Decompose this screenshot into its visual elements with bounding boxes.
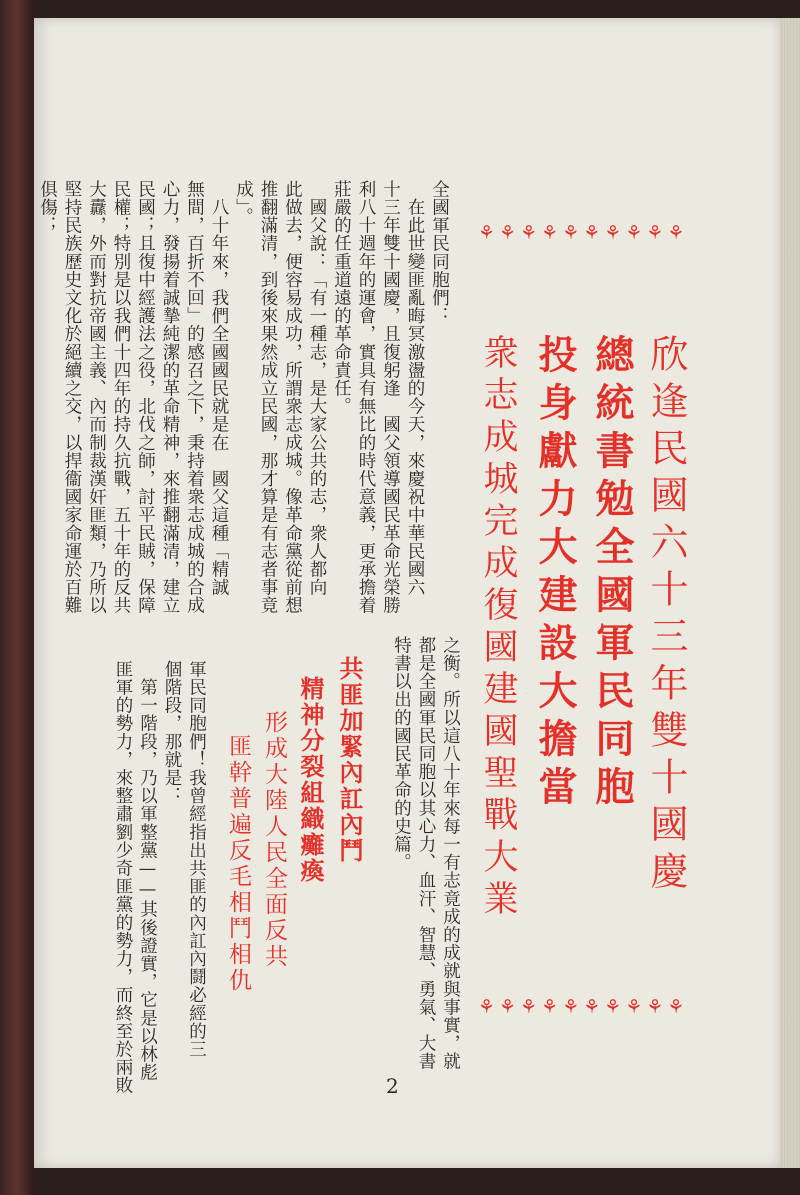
text-column: 全國軍民同胞們： xyxy=(429,180,450,325)
flower-ornament-icon: ⚘ xyxy=(646,222,664,244)
text-column: 民權；特別是以我們十四年的持久抗戰，五十年的反共 xyxy=(111,180,131,615)
flower-ornament-icon: ⚘ xyxy=(667,996,685,1018)
text-column: 成」。 xyxy=(233,180,254,226)
page-stack-edge xyxy=(780,18,800,1168)
ornament-row-bottom xyxy=(478,996,684,1018)
title-line-1: 欣逢民國六十三年雙十國慶 xyxy=(644,334,688,898)
text-column: 利八十週年的運會，實具有無比的時代意義，更承擔着 xyxy=(356,180,376,615)
text-column: 匪軍的勢力，來整肅劉少奇匪黨的勢力，而終至於兩敗 xyxy=(113,660,133,1095)
text-column: 之衡。所以這八十年來每一有志竟成的成就與事實，就 xyxy=(440,636,461,1071)
text-column: 心力，發揚着誠摯純潔的革命精神，來推翻滿清，建立 xyxy=(160,180,180,615)
flower-ornament-icon: ⚘ xyxy=(499,222,517,244)
text-column: 八十年來，我們全國國民就是在 國父這種「精誠 xyxy=(209,180,229,597)
text-column: 第一階段，乃以軍整黨——其後證實，它是以林彪 xyxy=(137,660,158,1082)
text-column: 俱傷； xyxy=(37,180,58,235)
flower-ornament-icon: ⚘ xyxy=(520,222,538,244)
text-column: 大纛，外而對抗帝國主義、內而制裁漢奸匪類，乃所以 xyxy=(86,180,107,615)
flower-ornament-icon: ⚘ xyxy=(520,996,538,1018)
text-column: 國父說：「有一種志，是大家公共的志，衆人都向 xyxy=(307,180,327,597)
flower-ornament-icon: ⚘ xyxy=(646,996,664,1018)
flower-ornament-icon: ⚘ xyxy=(604,996,622,1018)
flower-ornament-icon: ⚘ xyxy=(583,996,601,1018)
flower-ornament-icon: ⚘ xyxy=(562,996,580,1018)
title-line-4: 衆志成城完成復國建國聖戰大業 xyxy=(478,334,518,922)
flower-ornament-icon: ⚘ xyxy=(583,222,601,244)
flower-ornament-icon: ⚘ xyxy=(499,996,517,1018)
title-line-3: 投身獻力大建設大擔當 xyxy=(532,334,578,814)
text-column: 推翻滿清，到後來果然成立民國，那才算是有志者事竟 xyxy=(258,180,278,615)
book-binding xyxy=(0,0,34,1195)
subheading-1: 共匪加緊內訌內鬥 xyxy=(335,656,364,864)
text-column: 無間，百折不回」的感召之下，秉持着衆志成城的合成 xyxy=(184,180,205,615)
text-column: 在此世變匪亂晦冥激盪的今天，來慶祝中華民國六 xyxy=(405,180,425,597)
flower-ornament-icon: ⚘ xyxy=(625,222,643,244)
flower-ornament-icon: ⚘ xyxy=(541,222,559,244)
text-column: 莊嚴的任重道遠的革命責任。 xyxy=(331,180,352,416)
subheading-2: 精神分裂組織癱瘓 xyxy=(296,676,325,884)
flower-ornament-icon: ⚘ xyxy=(478,222,496,244)
text-column: 特書以出的國民革命的史篇。 xyxy=(391,636,412,872)
flower-ornament-icon: ⚘ xyxy=(667,222,685,244)
flower-ornament-icon: ⚘ xyxy=(562,222,580,244)
text-column: 軍民同胞們！我曾經指出共匪的內訌內鬪必經的三 xyxy=(186,660,207,1059)
text-column: 此做去，便容易成功，所謂衆志成城。像革命黨從前想 xyxy=(282,180,303,615)
ornament-row-top xyxy=(478,222,684,244)
page-number: 2 xyxy=(386,1074,399,1098)
flower-ornament-icon: ⚘ xyxy=(625,996,643,1018)
text-column: 都是全國軍民同胞以其心力、血汗、智慧、勇氣、大書 xyxy=(416,636,436,1071)
flower-ornament-icon: ⚘ xyxy=(541,996,559,1018)
title-line-2: 總統書勉全國軍民同胞 xyxy=(589,334,635,814)
flower-ornament-icon: ⚘ xyxy=(478,996,496,1018)
text-column: 個階段，那就是： xyxy=(162,660,182,805)
flower-ornament-icon: ⚘ xyxy=(604,222,622,244)
text-column: 民國；且復中經護法之役，北伐之師，討平民賊，保障 xyxy=(135,180,156,615)
subheading-3: 形成大陸人民全面反共 xyxy=(261,710,287,970)
text-column: 堅持民族歷史文化於絕續之交，以捍衞國家命運於百難 xyxy=(62,180,82,615)
subheading-4: 匪幹普遍反毛相鬥相仇 xyxy=(225,734,251,994)
text-column: 十三年雙十國慶，且復躬逢 國父領導國民革命光榮勝 xyxy=(380,180,401,615)
